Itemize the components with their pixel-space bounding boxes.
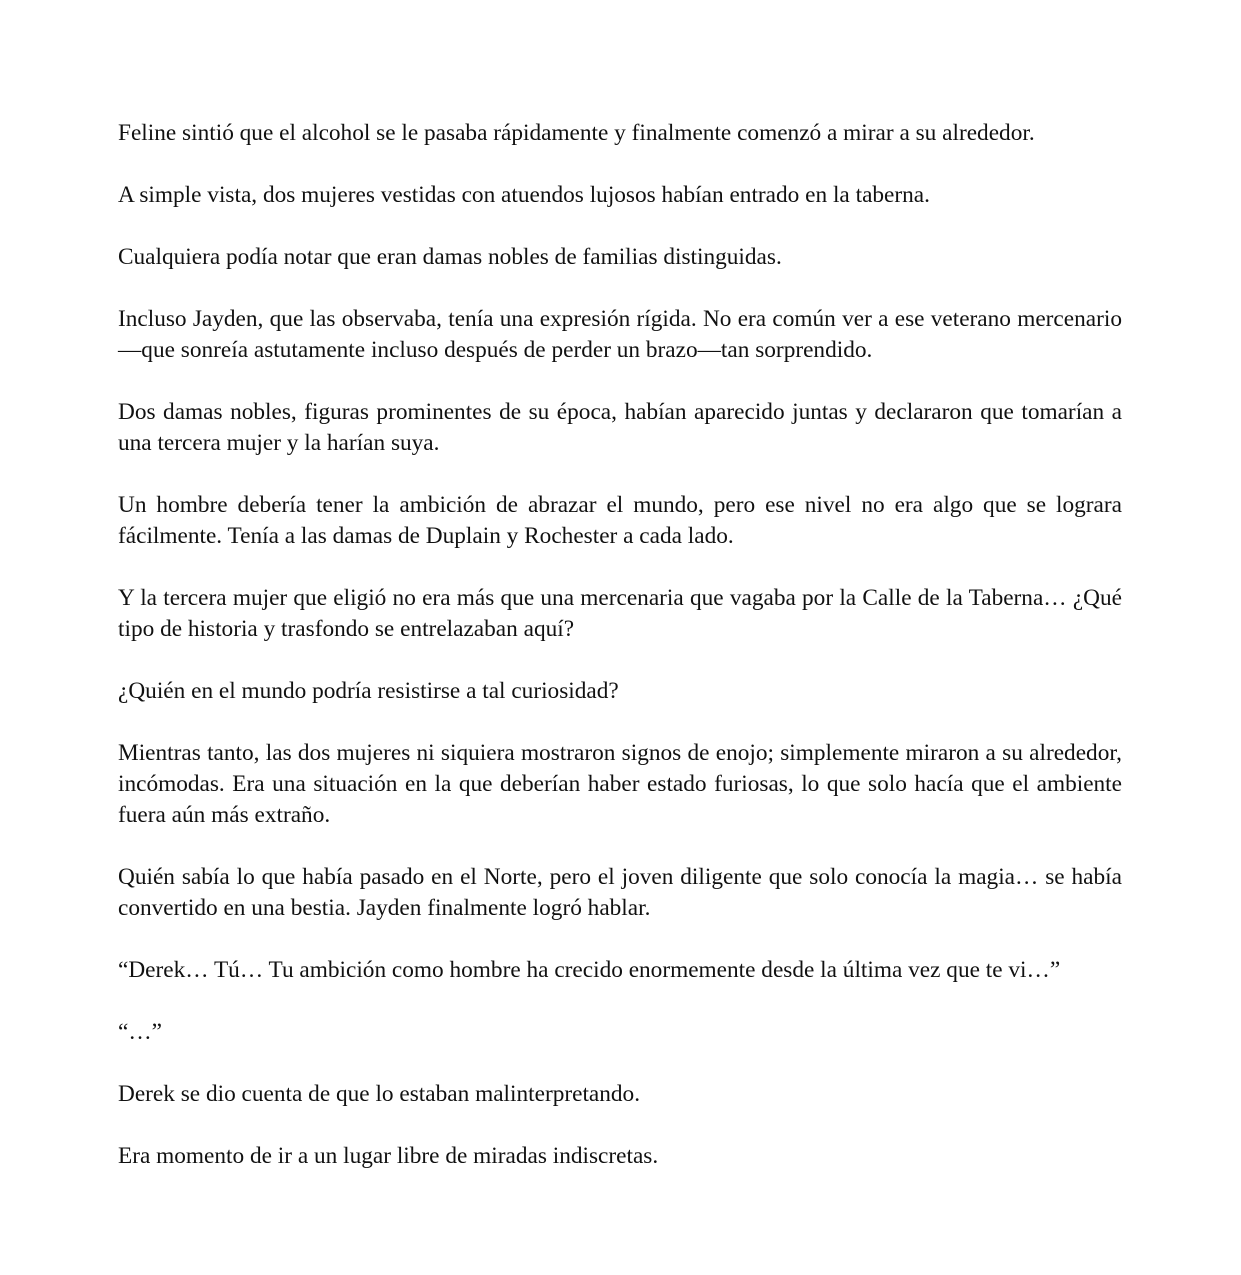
paragraph-11: “Derek… Tú… Tu ambición como hombre ha crecido enormemente desde la última vez que te vi…” xyxy=(118,957,1061,983)
paragraph-14: Era momento de ir a un lugar libre de miradas indiscretas. xyxy=(118,1143,659,1169)
paragraph-7: Y la tercera mujer que eligió no era más que una mercenaria que vagaba por la Calle de la Taberna… ¿Qué tipo de historia y trasfondo se entrelazaban aquí? xyxy=(118,585,1122,642)
paragraph-5: Dos damas nobles, figuras prominentes de su época, habían aparecido juntas y declararon que tomarían a una tercera mujer y la harían suya. xyxy=(118,399,1122,456)
paragraph-12: “…” xyxy=(118,1019,162,1045)
paragraph-9: Mientras tanto, las dos mujeres ni siquiera mostraron signos de enojo; simplemente miraron a su alrededor, incómodas. Era una situación en la que deberían haber estado furiosas, lo que solo hacía que el ambiente fuera aún más extraño. xyxy=(118,740,1122,828)
paragraph-1: Feline sintió que el alcohol se le pasaba rápidamente y finalmente comenzó a mirar a su alrededor. xyxy=(118,120,1035,146)
paragraph-2: A simple vista, dos mujeres vestidas con atuendos lujosos habían entrado en la taberna. xyxy=(118,182,930,208)
document-body xyxy=(118,118,1122,1203)
paragraph-10: Quién sabía lo que había pasado en el Norte, pero el joven diligente que solo conocía la magia… se había convertido en una bestia. Jayden finalmente logró hablar. xyxy=(118,864,1122,921)
paragraph-4: Incluso Jayden, que las observaba, tenía una expresión rígida. No era común ver a ese veterano mercenario—que sonreía astutamente incluso después de perder un brazo—tan sorprendido. xyxy=(118,306,1122,363)
paragraph-8: ¿Quién en el mundo podría resistirse a tal curiosidad? xyxy=(118,678,619,704)
paragraph-13: Derek se dio cuenta de que lo estaban malinterpretando. xyxy=(118,1081,641,1107)
paragraph-3: Cualquiera podía notar que eran damas nobles de familias distinguidas. xyxy=(118,244,782,270)
paragraph-6: Un hombre debería tener la ambición de abrazar el mundo, pero ese nivel no era algo que se lograra fácilmente. Tenía a las damas de Duplain y Rochester a cada lado. xyxy=(118,492,1122,549)
